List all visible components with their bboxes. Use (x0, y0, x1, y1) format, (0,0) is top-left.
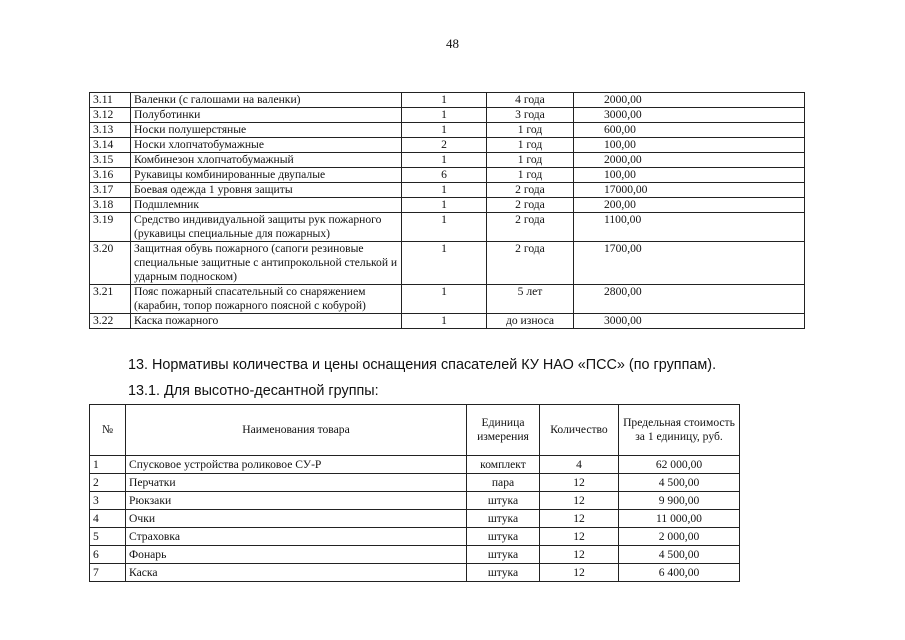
item-name: Очки (126, 510, 467, 528)
item-price: 4 500,00 (619, 546, 740, 564)
item-number: 3.15 (90, 153, 131, 168)
item-number: 3.11 (90, 93, 131, 108)
table-row (90, 564, 740, 582)
item-wear-term: 3 года (487, 108, 574, 123)
item-name: Каска (126, 564, 467, 582)
item-number: 2 (90, 474, 126, 492)
item-unit: штука (467, 492, 540, 510)
item-price: 17000,00 (574, 183, 805, 198)
item-unit: штука (467, 510, 540, 528)
item-number: 3.19 (90, 213, 131, 242)
item-name: Носки полушерстяные (131, 123, 402, 138)
item-name: Полуботинки (131, 108, 402, 123)
item-wear-term: 1 год (487, 138, 574, 153)
item-number: 3 (90, 492, 126, 510)
table-row (90, 93, 805, 108)
item-price: 2 000,00 (619, 528, 740, 546)
item-wear-term: 2 года (487, 183, 574, 198)
item-price: 2000,00 (574, 153, 805, 168)
item-quantity: 6 (402, 168, 487, 183)
section-13-title: 13. Нормативы количества и цены оснащения спасателей КУ НАО «ПСС» (по группам). (128, 357, 717, 373)
item-wear-term: до износа (487, 314, 574, 329)
item-name: Боевая одежда 1 уровня защиты (131, 183, 402, 198)
item-quantity: 1 (402, 285, 487, 314)
item-name: Средство индивидуальной защиты рук пожарного (рукавицы специальные для пожарных) (131, 213, 402, 242)
high-altitude-group-table (89, 404, 740, 582)
table-header-row (90, 405, 740, 456)
header-unit: Единица измерения (467, 405, 540, 456)
item-name: Рюкзаки (126, 492, 467, 510)
table-row (90, 108, 805, 123)
item-quantity: 12 (540, 492, 619, 510)
header-name: Наименования товара (126, 405, 467, 456)
item-price: 200,00 (574, 198, 805, 213)
item-quantity: 1 (402, 108, 487, 123)
item-quantity: 1 (402, 123, 487, 138)
table-row (90, 198, 805, 213)
item-wear-term: 5 лет (487, 285, 574, 314)
table-row (90, 546, 740, 564)
item-name: Подшлемник (131, 198, 402, 213)
item-wear-term: 2 года (487, 198, 574, 213)
item-quantity: 1 (402, 93, 487, 108)
item-name: Спусковое устройства роликовое СУ-Р (126, 456, 467, 474)
item-unit: штука (467, 546, 540, 564)
table-row (90, 138, 805, 153)
item-name: Рукавицы комбинированные двупалые (131, 168, 402, 183)
item-number: 6 (90, 546, 126, 564)
item-quantity: 4 (540, 456, 619, 474)
table-row (90, 456, 740, 474)
table-row (90, 528, 740, 546)
item-number: 5 (90, 528, 126, 546)
item-number: 1 (90, 456, 126, 474)
item-price: 2000,00 (574, 93, 805, 108)
page-number: 48 (446, 36, 459, 51)
item-number: 3.12 (90, 108, 131, 123)
item-quantity: 1 (402, 242, 487, 285)
header-qty: Количество (540, 405, 619, 456)
item-price: 3000,00 (574, 314, 805, 329)
item-wear-term: 1 год (487, 153, 574, 168)
item-quantity: 1 (402, 213, 487, 242)
item-number: 3.17 (90, 183, 131, 198)
item-wear-term: 2 года (487, 213, 574, 242)
header-num: № (90, 405, 126, 456)
item-quantity: 1 (402, 198, 487, 213)
item-name: Страховка (126, 528, 467, 546)
table-row (90, 242, 805, 285)
item-name: Носки хлопчатобумажные (131, 138, 402, 153)
item-name: Перчатки (126, 474, 467, 492)
item-price: 9 900,00 (619, 492, 740, 510)
item-wear-term: 4 года (487, 93, 574, 108)
item-name: Валенки (с галошами на валенки) (131, 93, 402, 108)
section-13-1-title: 13.1. Для высотно-десантной группы: (128, 383, 379, 399)
item-number: 3.22 (90, 314, 131, 329)
item-price: 11 000,00 (619, 510, 740, 528)
item-wear-term: 1 год (487, 168, 574, 183)
table-row (90, 168, 805, 183)
item-price: 3000,00 (574, 108, 805, 123)
item-quantity: 12 (540, 474, 619, 492)
item-unit: штука (467, 564, 540, 582)
table-row (90, 474, 740, 492)
table-row (90, 492, 740, 510)
item-wear-term: 1 год (487, 123, 574, 138)
table-row (90, 314, 805, 329)
item-price: 100,00 (574, 138, 805, 153)
item-name: Комбинезон хлопчатобумажный (131, 153, 402, 168)
item-number: 4 (90, 510, 126, 528)
table-row (90, 183, 805, 198)
item-number: 3.18 (90, 198, 131, 213)
item-quantity: 12 (540, 528, 619, 546)
item-quantity: 12 (540, 564, 619, 582)
item-price: 1100,00 (574, 213, 805, 242)
item-unit: комплект (467, 456, 540, 474)
item-price: 62 000,00 (619, 456, 740, 474)
item-quantity: 2 (402, 138, 487, 153)
item-number: 3.14 (90, 138, 131, 153)
item-number: 3.20 (90, 242, 131, 285)
table-row (90, 285, 805, 314)
item-unit: штука (467, 528, 540, 546)
item-price: 100,00 (574, 168, 805, 183)
item-unit: пара (467, 474, 540, 492)
item-quantity: 1 (402, 314, 487, 329)
item-price: 600,00 (574, 123, 805, 138)
item-price: 6 400,00 (619, 564, 740, 582)
equipment-table (89, 92, 805, 329)
item-name: Защитная обувь пожарного (сапоги резиновые специальные защитные с антипрокольной стелькой и ударным подноском) (131, 242, 402, 285)
item-number: 7 (90, 564, 126, 582)
item-name: Пояс пожарный спасательный со снаряжением (карабин, топор пожарного поясной с кобурой) (131, 285, 402, 314)
header-price: Предельная стоимость за 1 единицу, руб. (619, 405, 740, 456)
item-price: 2800,00 (574, 285, 805, 314)
table-row (90, 153, 805, 168)
item-name: Фонарь (126, 546, 467, 564)
table-row (90, 510, 740, 528)
item-quantity: 12 (540, 546, 619, 564)
table-row (90, 123, 805, 138)
item-number: 3.13 (90, 123, 131, 138)
item-number: 3.16 (90, 168, 131, 183)
item-quantity: 1 (402, 183, 487, 198)
item-price: 1700,00 (574, 242, 805, 285)
item-name: Каска пожарного (131, 314, 402, 329)
item-quantity: 1 (402, 153, 487, 168)
item-wear-term: 2 года (487, 242, 574, 285)
table-row (90, 213, 805, 242)
item-quantity: 12 (540, 510, 619, 528)
item-price: 4 500,00 (619, 474, 740, 492)
item-number: 3.21 (90, 285, 131, 314)
